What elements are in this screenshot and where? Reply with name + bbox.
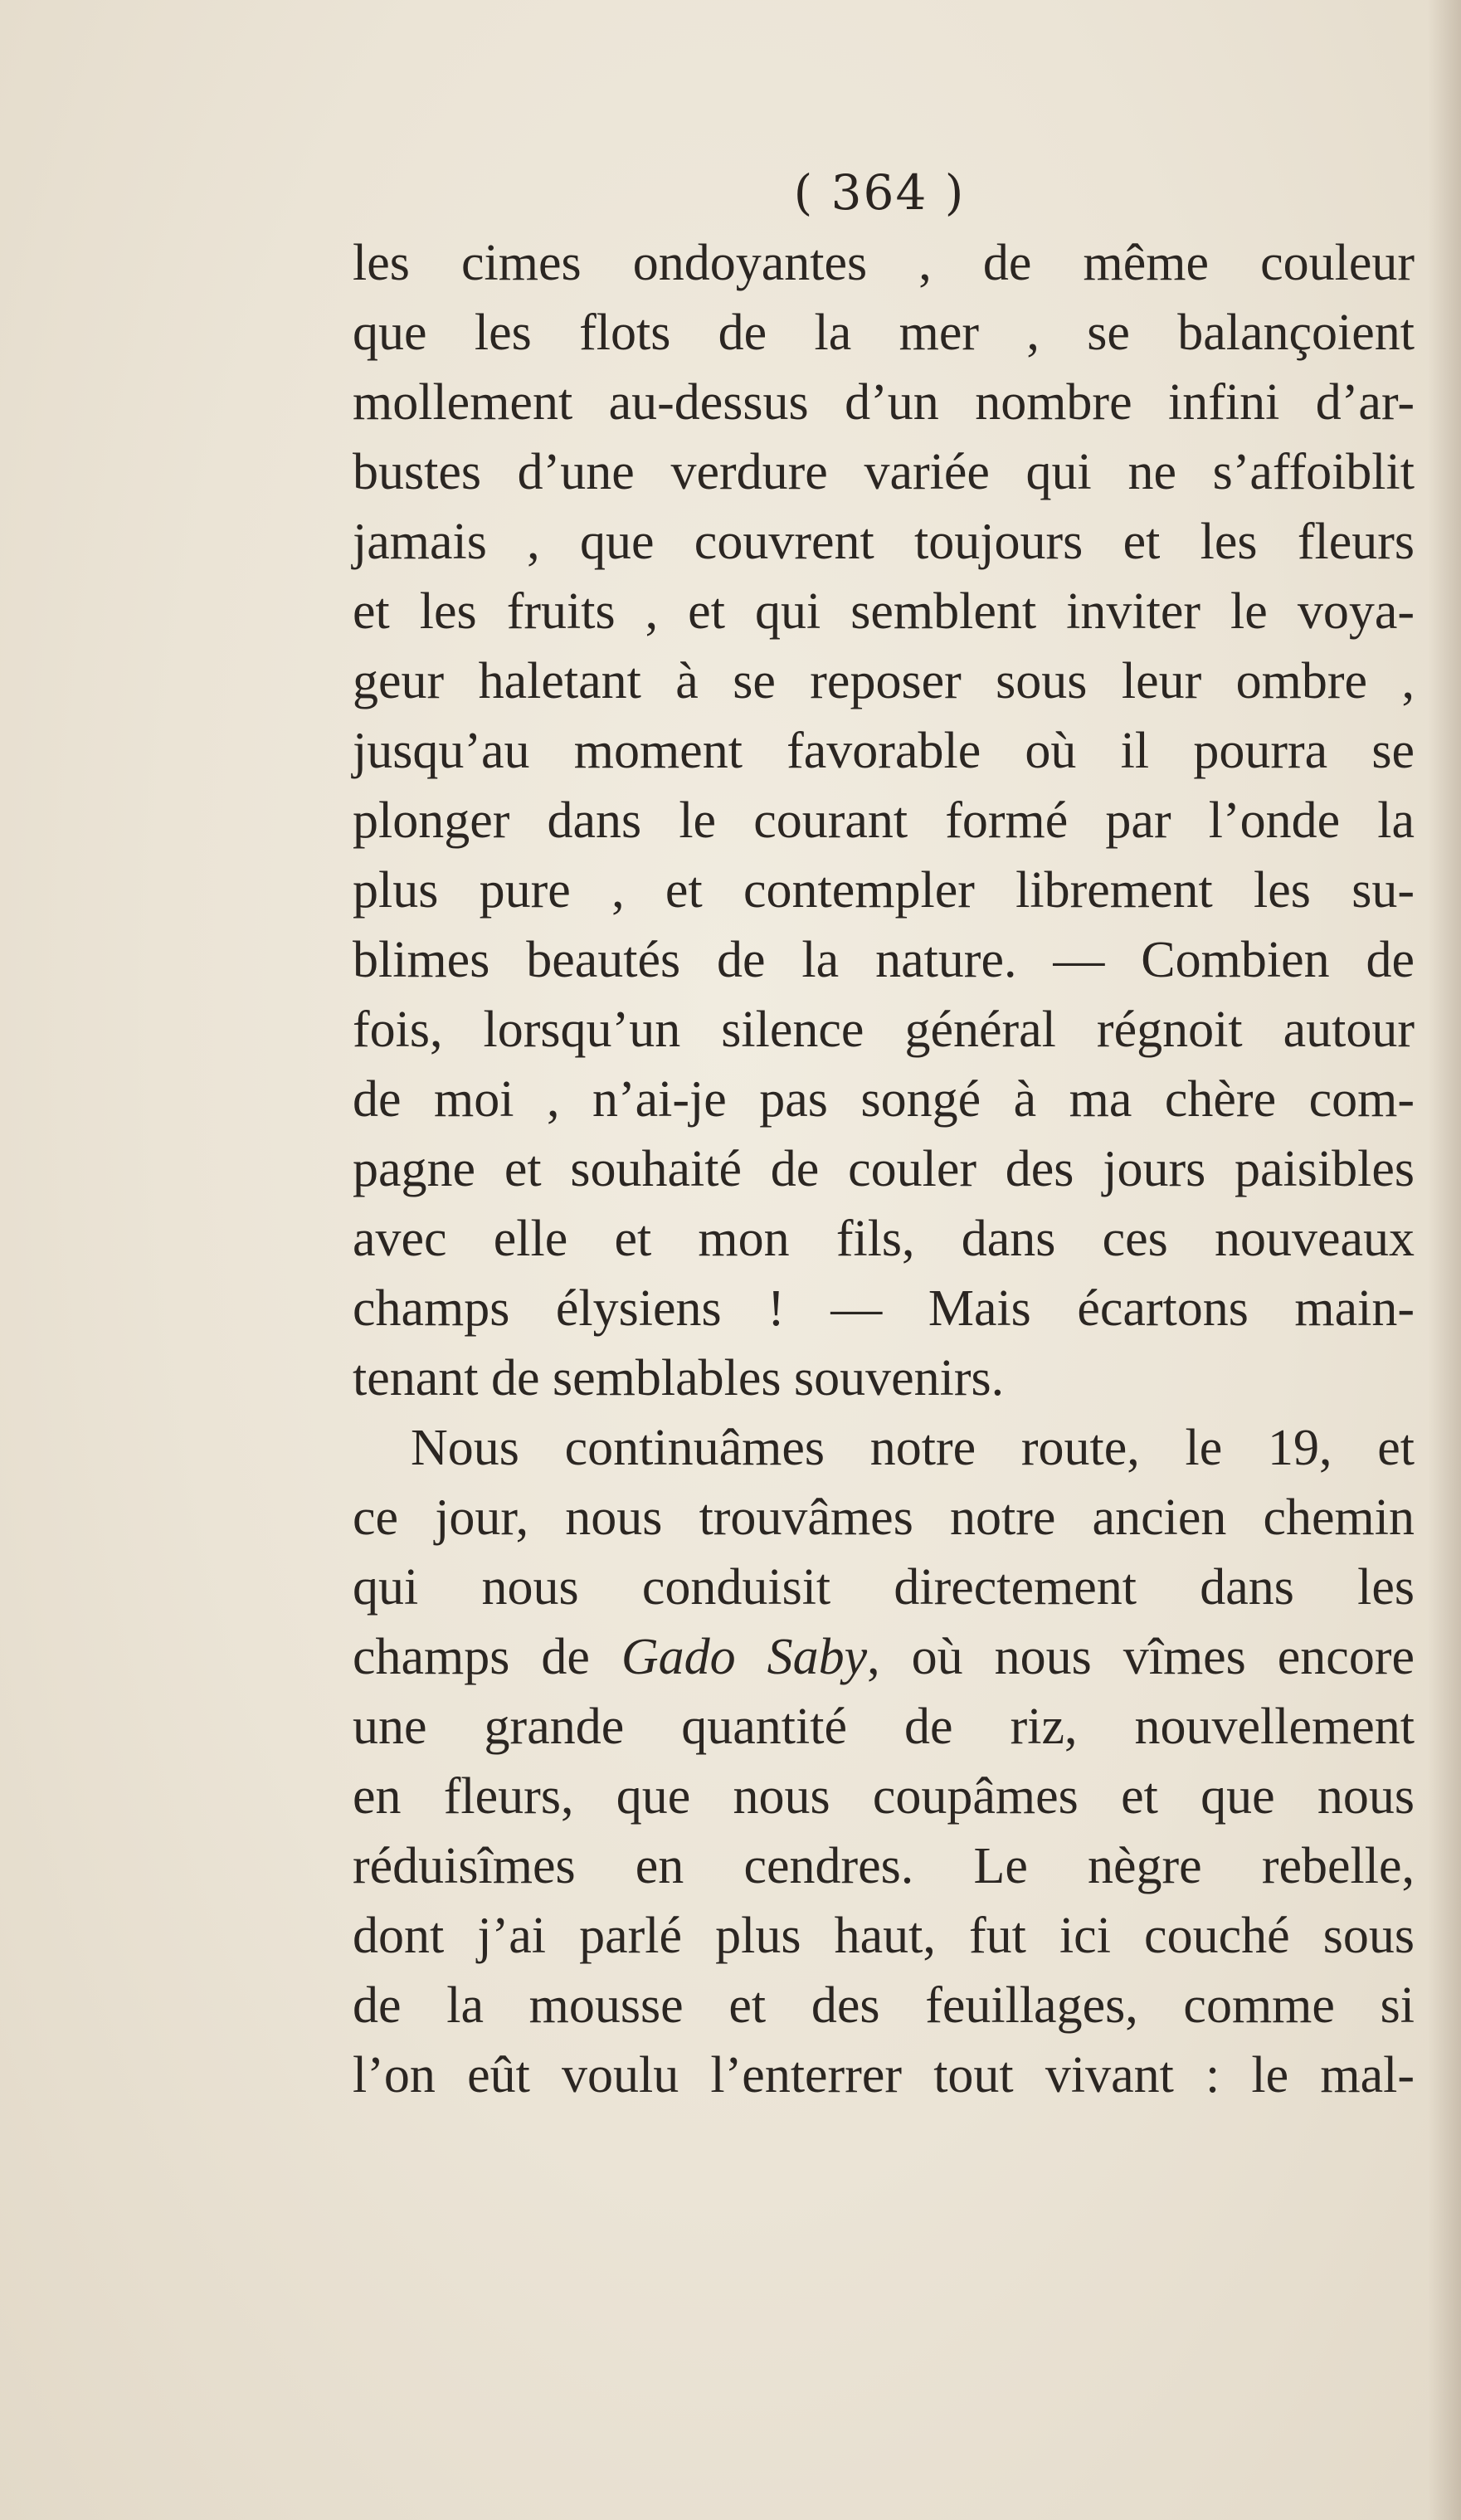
- text-line: l’on eût voulu l’enterrer tout vivant : le mal-: [353, 2047, 1415, 2103]
- text-line: champs élysiens ! — Mais écartons main-: [353, 1280, 1415, 1337]
- text-line: plus pure , et contempler librement les su-: [353, 862, 1415, 919]
- text-line: fois, lorsqu’un silence général régnoit autour: [353, 1002, 1415, 1058]
- page-edge-shadow: [1428, 0, 1461, 2520]
- text-line: jusqu’au moment favorable où il pourra se: [353, 723, 1415, 779]
- text-line: tenant de semblables souvenirs.: [353, 1350, 1005, 1406]
- text-line: une grande quantité de riz, nouvellement: [353, 1699, 1415, 1755]
- text-line: de la mousse et des feuillages, comme si: [353, 1977, 1415, 2034]
- text-line: geur haletant à se reposer sous leur ombre ,: [353, 653, 1415, 709]
- place-name: Gado Saby: [621, 1629, 868, 1685]
- body-text: [353, 228, 1415, 2110]
- text-line: [353, 1622, 1415, 1692]
- text-line: blimes beautés de la nature. — Combien de: [353, 932, 1415, 988]
- text-line: dont j’ai parlé plus haut, fut ici couché sous: [353, 1908, 1415, 1964]
- text-line: de moi , n’ai-je pas songé à ma chère com-: [353, 1071, 1415, 1128]
- text-line: bustes d’une verdure variée qui ne s’affoiblit: [353, 444, 1415, 500]
- text-line: Nous continuâmes notre route, le 19, et: [411, 1420, 1415, 1476]
- page-number: ( 364 ): [793, 164, 966, 221]
- text-line: réduisîmes en cendres. Le nègre rebelle,: [353, 1838, 1415, 1894]
- text-line: jamais , que couvrent toujours et les fleurs: [353, 514, 1415, 570]
- text-segment: , où nous vîmes encore: [867, 1629, 1415, 1685]
- text-line: pagne et souhaité de couler des jours paisibles: [353, 1141, 1415, 1197]
- text-line: plonger dans le courant formé par l’onde la: [353, 792, 1415, 849]
- text-line: en fleurs, que nous coupâmes et que nous: [353, 1768, 1415, 1825]
- text-line: mollement au-dessus d’un nombre infini d’ar-: [353, 374, 1415, 431]
- text-line: qui nous conduisit directement dans les: [353, 1559, 1415, 1616]
- text-segment: champs de: [353, 1629, 621, 1685]
- text-line: et les fruits , et qui semblent inviter le voya-: [353, 583, 1415, 640]
- text-line: ce jour, nous trouvâmes notre ancien chemin: [353, 1489, 1415, 1546]
- text-line: que les flots de la mer , se balançoient: [353, 305, 1415, 361]
- text-line: avec elle et mon fils, dans ces nouveaux: [353, 1211, 1415, 1267]
- text-line: les cimes ondoyantes , de même couleur: [353, 235, 1415, 291]
